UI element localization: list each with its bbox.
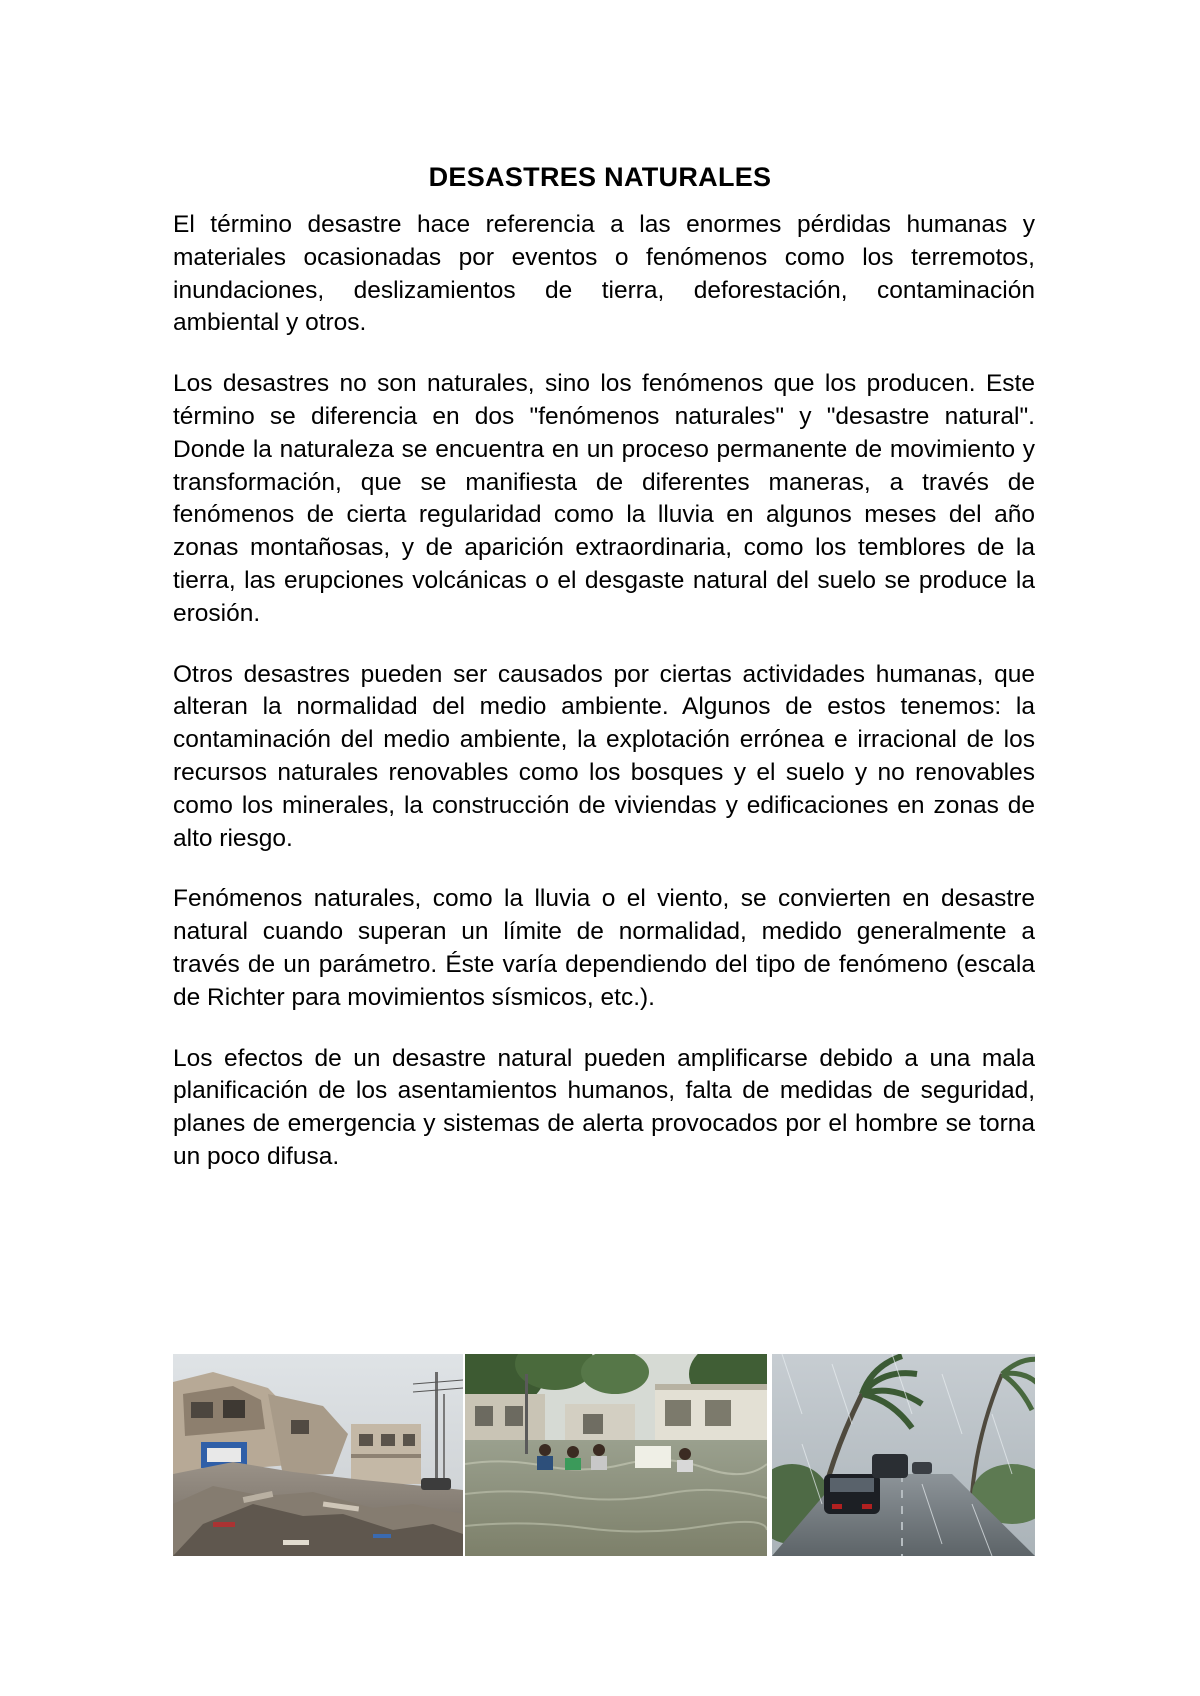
paragraph-4: Fenómenos naturales, como la lluvia o el viento, se convierten en desastre natural cuando superan un límite de normalidad, medido generalmente a través de un parámetro. Éste varía dependiendo del tipo de fenómeno (escala de Richter para movimientos sísmicos, etc.). xyxy=(173,885,1035,1011)
paragraph-2: Los desastres no son naturales, sino los fenómenos que los producen. Este término se diferencia en dos "fenómenos naturales" y "desastre natural". Donde la naturaleza se encuentra en un proceso permanente de movimiento y transformación, que se manifiesta de diferentes maneras, a través de fenómenos de cierta regularidad como la lluvia en algunos meses del año zonas montañosas, y de aparición extraordinaria, como los temblores de la tierra, las erupciones volcánicas o el desgaste natural del suelo se produce la erosión. xyxy=(173,370,1035,627)
document-body xyxy=(173,209,1035,1202)
paragraph-3: Otros desastres pueden ser causados por ciertas actividades humanas, que alteran la normalidad del medio ambiente. Algunos de estos tenemos: la contaminación del medio ambiente, la explotación errónea e irracional de los recursos naturales renovables como los bosques y el suelo y no renovables como los minerales, la construcción de viviendas y edificaciones en zonas de alto riesgo. xyxy=(173,660,1035,852)
photo-strip xyxy=(173,1354,1035,1556)
flooded-street-photo xyxy=(465,1354,767,1556)
paragraph-5: Los efectos de un desastre natural pueden amplificarse debido a una mala planificación de los asentamientos humanos, falta de medidas de seguridad, planes de emergencia y sistemas de alerta provocados por el hombre se torna un poco difusa. xyxy=(173,1044,1035,1170)
page-title: DESASTRES NATURALES xyxy=(428,162,772,193)
paragraph-1: El término desastre hace referencia a las enormes pérdidas humanas y materiales ocasionadas por eventos o fenómenos como los terremotos, inundaciones, deslizamientos de tierra, deforestación, contaminación ambiental y otros. xyxy=(173,211,1035,337)
hurricane-storm-photo xyxy=(772,1354,1035,1556)
earthquake-rubble-photo xyxy=(173,1354,463,1556)
